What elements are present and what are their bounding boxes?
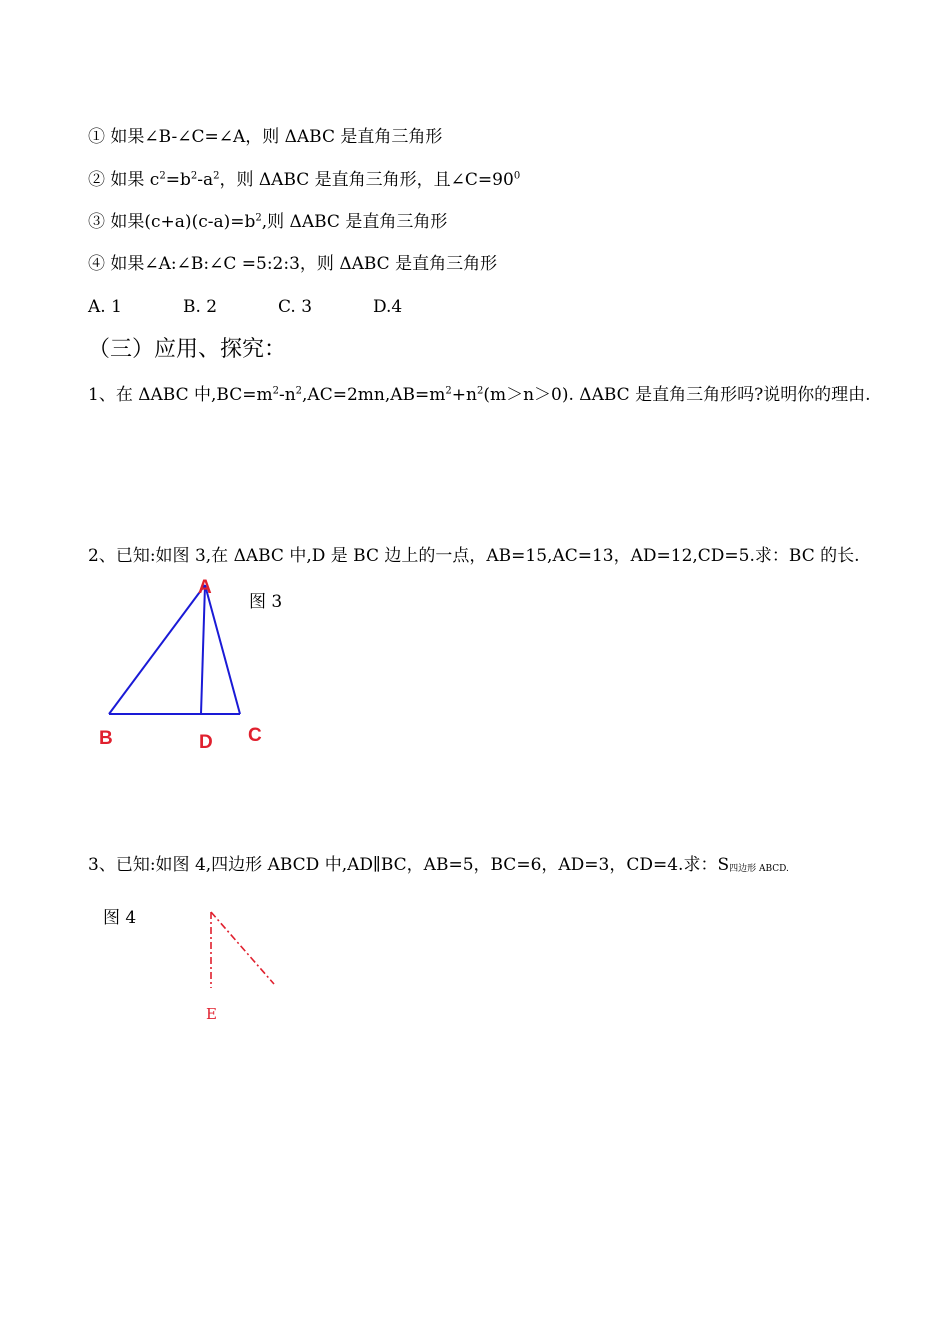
problem-3-text: 3、已知:如图 4,四边形 ABCD 中,AD∥BC，AB=5，BC=6，AD=3，CD=4.求：S xyxy=(88,855,730,875)
s2-part: =b xyxy=(165,170,191,190)
point-a-label: A xyxy=(198,577,212,598)
segment-ad xyxy=(201,585,205,714)
s2-sup: 2 xyxy=(190,170,198,182)
dashed-diagonal xyxy=(211,912,274,984)
segment-ab xyxy=(109,585,205,714)
p1-part: ,AC=2mn,AB=m xyxy=(302,385,446,405)
statement-4-text: ④ 如果∠A:∠B:∠C =5:2:3，则 ΔABC 是直角三角形 xyxy=(88,254,498,274)
s2-part: -a xyxy=(197,170,214,190)
problem-3-subscript: 四边形 ABCD. xyxy=(729,864,789,874)
figure-3 xyxy=(99,577,262,753)
segment-ac xyxy=(205,585,240,714)
s2-sup: 0 xyxy=(513,170,521,182)
s3-sup: 2 xyxy=(255,212,262,224)
p1-part: -n xyxy=(278,385,296,405)
p1-part: (m＞n＞0). ΔABC 是直角三角形吗?说明你的理由. xyxy=(483,385,871,405)
p1-sup: 2 xyxy=(445,385,452,397)
figure-4 xyxy=(206,912,274,1023)
p1-part: 1、在 ΔABC 中,BC=m xyxy=(88,385,273,405)
point-e-label: E xyxy=(206,1005,217,1023)
s3-part: ,则 ΔABC 是直角三角形 xyxy=(261,212,448,232)
choice-d: D.4 xyxy=(373,297,403,317)
s2-sup: 2 xyxy=(159,170,166,182)
p1-sup: 2 xyxy=(295,385,303,397)
p1-sup: 2 xyxy=(272,385,279,397)
point-b-label: B xyxy=(99,728,113,749)
figure-3-label-text: 图 3 xyxy=(249,592,283,612)
p1-part: +n xyxy=(451,385,477,405)
s3-part: ③ 如果(c+a)(c-a)=b xyxy=(88,212,256,232)
problem-2-text: 2、已知:如图 3,在 ΔABC 中,D 是 BC 边上的一点，AB=15,AC=13，AD=12,CD=5.求：BC 的长. xyxy=(88,546,860,566)
s2-part: ，则 ΔABC 是直角三角形，且∠C=90 xyxy=(219,170,514,190)
s2-sup: 2 xyxy=(213,170,220,182)
choice-c: C. 3 xyxy=(278,297,313,317)
choice-b: B. 2 xyxy=(183,297,218,317)
statement-1-text: ① 如果∠B-∠C=∠A，则 ΔABC 是直角三角形 xyxy=(88,127,443,147)
s2-part: ② 如果 c xyxy=(88,170,160,190)
point-c-label: C xyxy=(248,725,262,746)
section-heading-text: （三）应用、探究： xyxy=(88,337,287,362)
figure-4-label-text: 图 4 xyxy=(103,908,137,928)
point-d-label: D xyxy=(199,732,213,753)
p1-sup: 2 xyxy=(476,385,484,397)
choice-a: A. 1 xyxy=(88,297,122,317)
